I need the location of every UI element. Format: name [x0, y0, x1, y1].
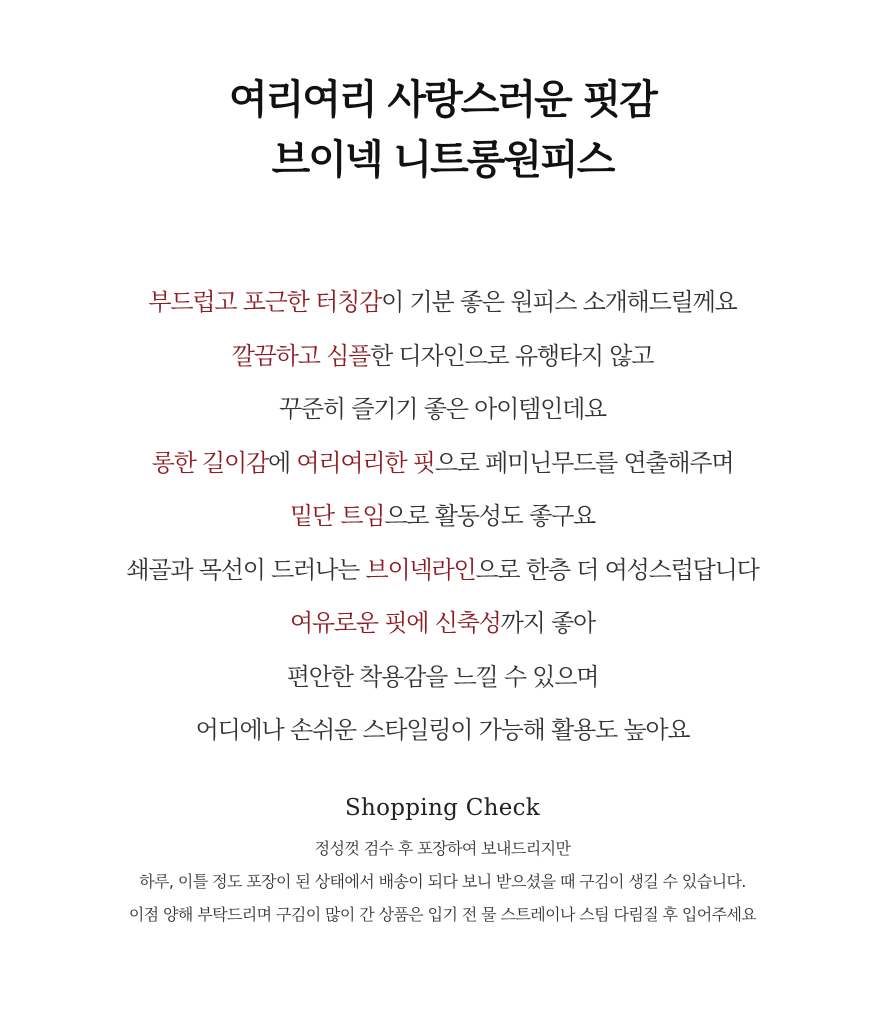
highlighted-text: 부드럽고 포근한 터칭감	[148, 288, 382, 316]
shopping-check-title: Shopping Check	[344, 795, 541, 821]
description-text: 으로 한층 더 여성스럽답니다	[475, 555, 759, 584]
description-line	[0, 597, 885, 651]
description-text: 꾸준히 즐기기 좋은 아이템인데요	[278, 395, 607, 423]
description-text: 으로 활동성도 좋구요	[384, 502, 596, 530]
product-title-line-1: 여리여리 사랑스러운 핏감	[229, 77, 656, 123]
description-line	[0, 704, 885, 758]
shopping-check-note: 하루, 이틀 정도 포장이 된 상태에서 배송이 되다 보니 받으셨을 때 구김이 생길 수 있습니다.	[139, 872, 746, 891]
description-line	[0, 383, 885, 437]
description-line	[0, 437, 885, 491]
description-text: 어디에나 손쉬운 스타일링이 가능해 활용도 높아요	[195, 716, 690, 744]
highlighted-text: 롱한 길이감	[151, 448, 268, 477]
description-text: 이 기분 좋은 원피스 소개해드릴께요	[381, 288, 737, 316]
shopping-check-notes	[0, 832, 885, 931]
product-description	[0, 276, 885, 758]
description-text: 에	[267, 448, 297, 477]
shopping-check-note: 이점 양해 부탁드리며 구김이 많이 간 상품은 입기 전 물 스트레이나 스팀 다림질 후 입어주세요	[128, 905, 757, 924]
description-text: 으로 페미닌무드를 연출해주며	[434, 448, 734, 477]
highlighted-text: 깔끔하고 심플	[231, 341, 371, 370]
highlighted-text: 여유로운 핏에 신축성	[289, 609, 501, 637]
product-title-block	[0, 70, 885, 190]
highlighted-text: 여리여리한 핏	[296, 448, 435, 477]
description-line	[0, 330, 885, 384]
description-text: 까지 좋아	[500, 609, 596, 637]
description-text: 편안한 착용감을 느낄 수 있으며	[286, 662, 599, 691]
description-line	[0, 651, 885, 705]
highlighted-text: 밑단 트임	[289, 502, 385, 530]
description-text: 쇄골과 목선이 드러나는	[126, 555, 366, 584]
shopping-check-section	[0, 788, 885, 931]
description-line	[0, 490, 885, 544]
highlighted-text: 브이넥라인	[365, 555, 476, 584]
description-line	[0, 276, 885, 330]
description-text: 한 디자인으로 유행타지 않고	[370, 341, 654, 370]
product-title-line-2: 브이넥 니트롱원피스	[271, 137, 614, 183]
description-line	[0, 544, 885, 598]
shopping-check-note: 정성껏 검수 후 포장하여 보내드리지만	[314, 839, 571, 858]
